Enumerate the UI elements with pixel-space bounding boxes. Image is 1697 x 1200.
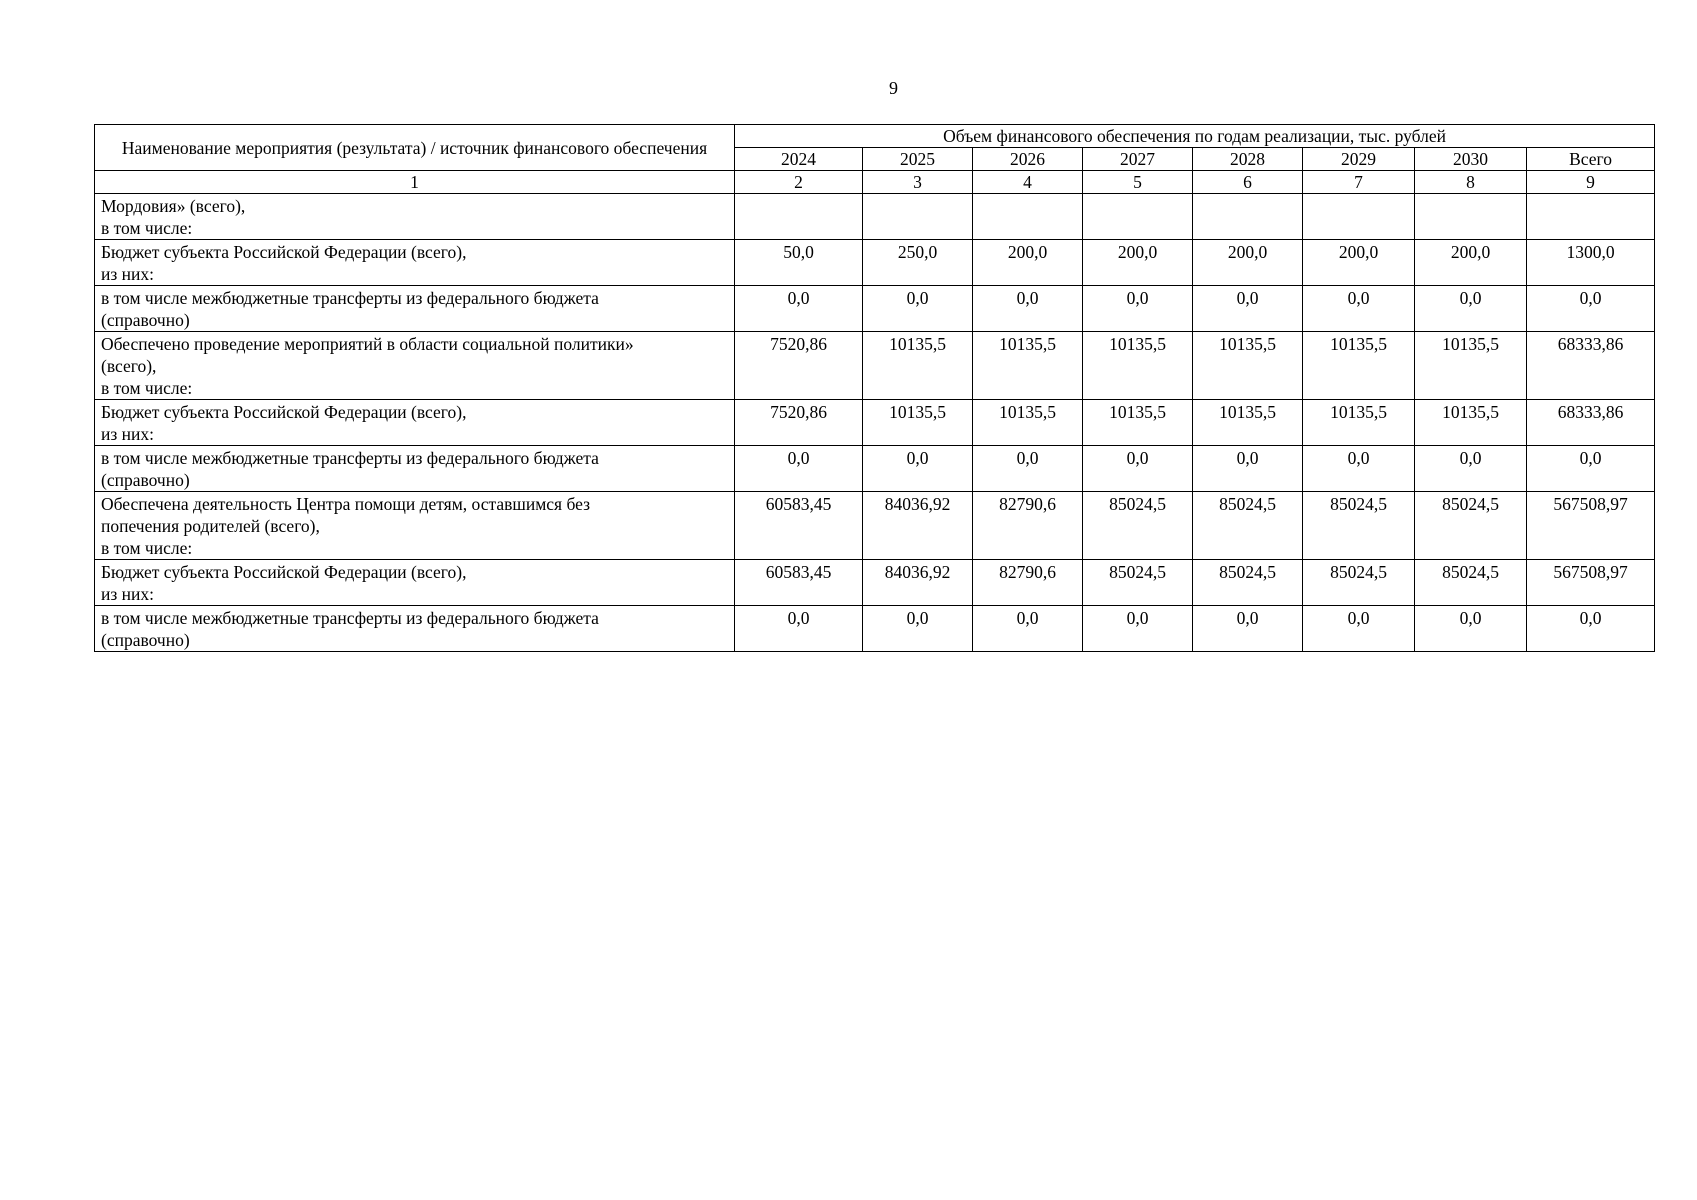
row-value-cell: 0,0 <box>1193 286 1303 332</box>
row-name-line: (справочно) <box>101 630 190 650</box>
row-value-cell: 0,0 <box>1415 446 1527 492</box>
row-value-cell: 0,0 <box>1193 606 1303 652</box>
table-row <box>95 606 1655 652</box>
row-value-cell: 10135,5 <box>1083 400 1193 446</box>
row-name-line: Мордовия» (всего), <box>101 196 246 216</box>
header-volume-title: Объем финансового обеспечения по годам реализации, тыс. рублей <box>735 125 1655 148</box>
row-total-cell: 0,0 <box>1527 606 1655 652</box>
row-value-cell <box>735 194 863 240</box>
row-value-cell: 0,0 <box>1303 446 1415 492</box>
row-value-cell: 7520,86 <box>735 400 863 446</box>
row-value-cell: 0,0 <box>973 606 1083 652</box>
row-value-cell: 82790,6 <box>973 492 1083 560</box>
row-value-cell: 200,0 <box>1083 240 1193 286</box>
table-row <box>95 286 1655 332</box>
row-value-cell <box>863 194 973 240</box>
row-value-cell: 50,0 <box>735 240 863 286</box>
row-name-line: Бюджет субъекта Российской Федерации (всего), <box>101 242 467 262</box>
row-name-line: в том числе: <box>101 378 193 398</box>
column-number: 8 <box>1415 171 1527 194</box>
row-value-cell: 10135,5 <box>973 332 1083 400</box>
row-value-cell: 0,0 <box>973 286 1083 332</box>
row-name-cell <box>95 400 735 446</box>
row-name-line: из них: <box>101 264 154 284</box>
row-name-line: Бюджет субъекта Российской Федерации (всего), <box>101 402 467 422</box>
header-year: 2025 <box>863 148 973 171</box>
row-value-cell <box>973 194 1083 240</box>
row-value-cell: 0,0 <box>973 446 1083 492</box>
column-number: 5 <box>1083 171 1193 194</box>
row-value-cell: 10135,5 <box>1303 332 1415 400</box>
row-value-cell: 85024,5 <box>1303 492 1415 560</box>
table-row <box>95 492 1655 560</box>
row-value-cell: 10135,5 <box>1303 400 1415 446</box>
row-value-cell: 0,0 <box>1083 606 1193 652</box>
row-value-cell <box>1415 194 1527 240</box>
row-value-cell: 10135,5 <box>973 400 1083 446</box>
row-name-line: Бюджет субъекта Российской Федерации (всего), <box>101 562 467 582</box>
row-name-line: Обеспечено проведение мероприятий в области социальной политики» <box>101 334 634 354</box>
table-row <box>95 194 1655 240</box>
row-value-cell: 0,0 <box>1193 446 1303 492</box>
row-name-line: попечения родителей (всего), <box>101 516 320 536</box>
table-row <box>95 560 1655 606</box>
table-row <box>95 400 1655 446</box>
row-total-cell: 0,0 <box>1527 286 1655 332</box>
row-name-line: в том числе: <box>101 538 193 558</box>
column-number: 4 <box>973 171 1083 194</box>
row-value-cell: 0,0 <box>1083 286 1193 332</box>
row-value-cell: 0,0 <box>735 286 863 332</box>
page-number: 9 <box>889 78 898 98</box>
table-row <box>95 240 1655 286</box>
row-total-cell: 68333,86 <box>1527 400 1655 446</box>
row-value-cell: 200,0 <box>973 240 1083 286</box>
row-value-cell: 85024,5 <box>1415 492 1527 560</box>
row-value-cell: 10135,5 <box>1193 400 1303 446</box>
column-number: 9 <box>1527 171 1655 194</box>
row-value-cell: 0,0 <box>1303 286 1415 332</box>
financing-table <box>94 124 1655 652</box>
row-name-line: в том числе межбюджетные трансферты из федерального бюджета <box>101 448 599 468</box>
row-name-line: из них: <box>101 424 154 444</box>
row-value-cell: 0,0 <box>863 606 973 652</box>
row-value-cell: 200,0 <box>1193 240 1303 286</box>
row-name-line: (справочно) <box>101 310 190 330</box>
row-value-cell: 60583,45 <box>735 560 863 606</box>
column-number: 7 <box>1303 171 1415 194</box>
row-value-cell: 0,0 <box>863 446 973 492</box>
column-number: 2 <box>735 171 863 194</box>
row-total-cell: 0,0 <box>1527 446 1655 492</box>
row-name-line: из них: <box>101 584 154 604</box>
row-name-cell <box>95 332 735 400</box>
row-value-cell: 0,0 <box>1415 606 1527 652</box>
row-value-cell <box>1303 194 1415 240</box>
row-name-line: Обеспечена деятельность Центра помощи детям, оставшимся без <box>101 494 591 514</box>
row-name-cell <box>95 194 735 240</box>
row-value-cell: 0,0 <box>735 606 863 652</box>
row-value-cell: 85024,5 <box>1083 492 1193 560</box>
row-value-cell: 250,0 <box>863 240 973 286</box>
row-value-cell: 0,0 <box>1415 286 1527 332</box>
row-total-cell <box>1527 194 1655 240</box>
row-value-cell: 10135,5 <box>863 400 973 446</box>
header-year: 2027 <box>1083 148 1193 171</box>
row-name-cell <box>95 560 735 606</box>
row-name-line: в том числе межбюджетные трансферты из федерального бюджета <box>101 608 599 628</box>
row-value-cell: 82790,6 <box>973 560 1083 606</box>
row-total-cell: 567508,97 <box>1527 560 1655 606</box>
header-total: Всего <box>1527 148 1655 171</box>
row-name-line: в том числе межбюджетные трансферты из федерального бюджета <box>101 288 599 308</box>
row-value-cell: 85024,5 <box>1415 560 1527 606</box>
row-value-cell: 0,0 <box>863 286 973 332</box>
row-name-cell <box>95 446 735 492</box>
row-name-cell <box>95 606 735 652</box>
header-name-column: Наименование мероприятия (результата) / источник финансового обеспечения <box>95 125 735 171</box>
row-value-cell <box>1083 194 1193 240</box>
row-value-cell: 0,0 <box>1303 606 1415 652</box>
row-total-cell: 1300,0 <box>1527 240 1655 286</box>
row-value-cell: 0,0 <box>735 446 863 492</box>
row-name-line: (справочно) <box>101 470 190 490</box>
row-total-cell: 68333,86 <box>1527 332 1655 400</box>
row-value-cell: 84036,92 <box>863 492 973 560</box>
row-value-cell: 200,0 <box>1415 240 1527 286</box>
header-year: 2029 <box>1303 148 1415 171</box>
column-number: 3 <box>863 171 973 194</box>
row-value-cell: 85024,5 <box>1193 560 1303 606</box>
row-value-cell: 10135,5 <box>863 332 973 400</box>
column-number-row <box>95 171 1655 194</box>
row-value-cell: 84036,92 <box>863 560 973 606</box>
row-value-cell: 7520,86 <box>735 332 863 400</box>
header-year: 2028 <box>1193 148 1303 171</box>
row-name-cell <box>95 240 735 286</box>
row-value-cell: 85024,5 <box>1303 560 1415 606</box>
row-value-cell: 10135,5 <box>1415 400 1527 446</box>
column-number: 6 <box>1193 171 1303 194</box>
row-value-cell: 85024,5 <box>1083 560 1193 606</box>
row-value-cell <box>1193 194 1303 240</box>
row-value-cell: 10135,5 <box>1415 332 1527 400</box>
table-row <box>95 446 1655 492</box>
row-total-cell: 567508,97 <box>1527 492 1655 560</box>
row-name-line: в том числе: <box>101 218 193 238</box>
row-name-line: (всего), <box>101 356 157 376</box>
row-value-cell: 60583,45 <box>735 492 863 560</box>
row-name-cell <box>95 286 735 332</box>
row-value-cell: 10135,5 <box>1193 332 1303 400</box>
row-name-cell <box>95 492 735 560</box>
table-row <box>95 332 1655 400</box>
header-year: 2026 <box>973 148 1083 171</box>
row-value-cell: 85024,5 <box>1193 492 1303 560</box>
table-body <box>95 194 1655 652</box>
column-number: 1 <box>95 171 735 194</box>
row-value-cell: 10135,5 <box>1083 332 1193 400</box>
row-value-cell: 0,0 <box>1083 446 1193 492</box>
header-row-title <box>95 125 1655 148</box>
financing-table-sheet <box>94 124 1654 652</box>
header-year: 2024 <box>735 148 863 171</box>
header-year: 2030 <box>1415 148 1527 171</box>
row-value-cell: 200,0 <box>1303 240 1415 286</box>
